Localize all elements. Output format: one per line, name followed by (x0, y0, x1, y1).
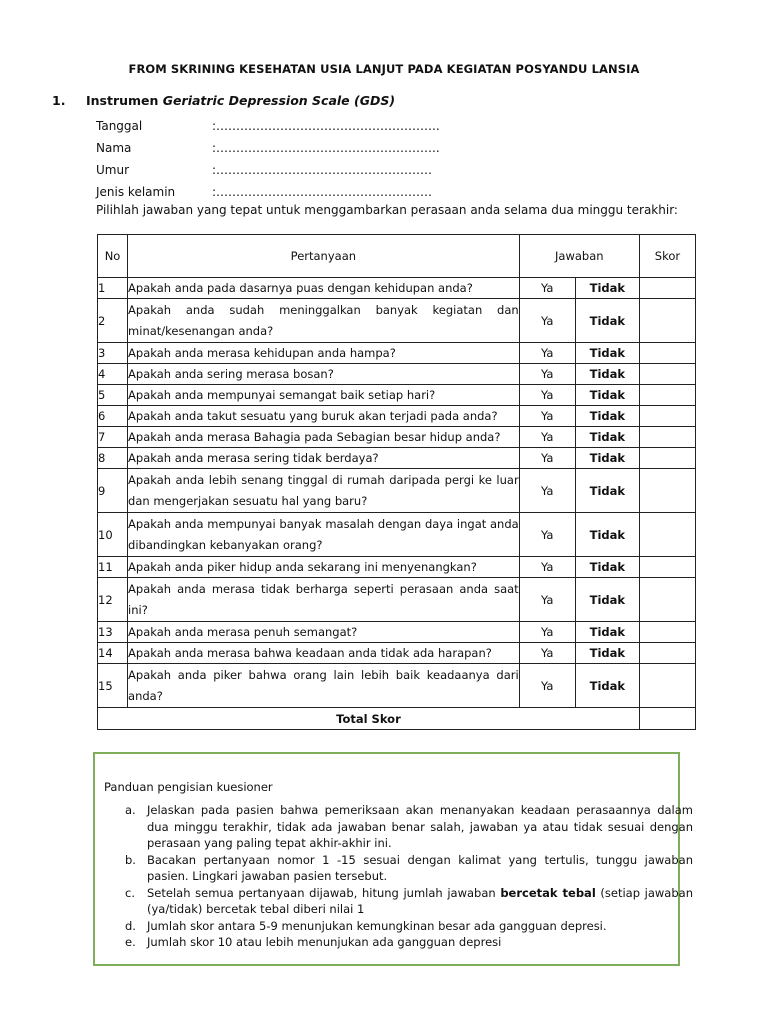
total-score-label: Total Skor (98, 708, 640, 730)
field-blank[interactable]: :……………………………………………….. (212, 141, 440, 155)
score-cell[interactable] (639, 406, 695, 427)
row-number: 5 (98, 385, 128, 406)
answer-ya[interactable]: Ya (519, 385, 575, 406)
table-row (98, 664, 696, 708)
score-cell[interactable] (639, 278, 695, 299)
list-item (125, 934, 693, 951)
section-number: 1. (52, 93, 66, 108)
answer-tidak[interactable]: Tidak (575, 385, 639, 406)
answer-ya[interactable]: Ya (519, 448, 575, 469)
answer-tidak[interactable]: Tidak (575, 513, 639, 557)
instruction-text: Pilihlah jawaban yang tepat untuk menggambarkan perasaan anda selama dua minggu terakhir: (96, 203, 678, 217)
list-marker: d. (125, 918, 136, 933)
guide-text: (setiap jawaban (ya/tidak) bercetak tebal diberi nilai 1 (147, 885, 693, 916)
section-heading (52, 93, 395, 108)
score-cell[interactable] (639, 578, 695, 622)
identity-fields (96, 115, 440, 203)
list-item (125, 852, 693, 885)
row-number: 14 (98, 643, 128, 664)
table-row (98, 643, 696, 664)
table-row (98, 469, 696, 513)
answer-ya[interactable]: Ya (519, 364, 575, 385)
row-number: 11 (98, 557, 128, 578)
score-cell[interactable] (639, 513, 695, 557)
score-cell[interactable] (639, 299, 695, 343)
row-question: Apakah anda lebih senang tinggal di rumah daripada pergi ke luar dan mengerjakan sesuatu hal yang baru? (128, 469, 520, 513)
section-prefix: Instrumen (86, 93, 163, 108)
list-marker: c. (125, 885, 135, 900)
answer-ya[interactable]: Ya (519, 427, 575, 448)
list-marker: e. (125, 935, 136, 949)
answer-tidak[interactable]: Tidak (575, 364, 639, 385)
answer-ya[interactable]: Ya (519, 557, 575, 578)
guide-list (125, 802, 693, 951)
row-question: Apakah anda piker bahwa orang lain lebih baik keadaanya dari anda? (128, 664, 520, 708)
row-question: Apakah anda merasa sering tidak berdaya? (128, 448, 520, 469)
score-cell[interactable] (639, 557, 695, 578)
table-row (98, 513, 696, 557)
score-cell[interactable] (639, 643, 695, 664)
table-header-row (98, 235, 696, 278)
score-cell[interactable] (639, 364, 695, 385)
table-row (98, 343, 696, 364)
answer-tidak[interactable]: Tidak (575, 557, 639, 578)
row-number: 2 (98, 299, 128, 343)
field-blank[interactable]: :……………………………………………… (212, 163, 433, 177)
row-question: Apakah anda mempunyai banyak masalah dengan daya ingat anda dibandingkan kebanyakan orang? (128, 513, 520, 557)
answer-ya[interactable]: Ya (519, 578, 575, 622)
total-row (98, 708, 696, 730)
total-score-cell[interactable] (639, 708, 695, 730)
page-title: FROM SKRINING KESEHATAN USIA LANJUT PADA KEGIATAN POSYANDU LANSIA (128, 62, 640, 76)
row-number: 9 (98, 469, 128, 513)
table-row (98, 385, 696, 406)
gds-table (97, 234, 696, 730)
list-item (125, 885, 693, 918)
row-question: Apakah anda merasa Bahagia pada Sebagian besar hidup anda? (128, 427, 520, 448)
table-row (98, 364, 696, 385)
guide-text-bold: bercetak tebal (500, 885, 596, 900)
answer-tidak[interactable]: Tidak (575, 427, 639, 448)
answer-tidak[interactable]: Tidak (575, 278, 639, 299)
guide-text: Jumlah skor antara 5-9 menunjukan kemungkinan besar ada gangguan depresi. (147, 918, 607, 933)
table-row (98, 406, 696, 427)
table-row (98, 299, 696, 343)
score-cell[interactable] (639, 343, 695, 364)
answer-ya[interactable]: Ya (519, 278, 575, 299)
table-row (98, 278, 696, 299)
guide-title: Panduan pengisian kuesioner (104, 780, 273, 794)
table-row (98, 427, 696, 448)
row-question: Apakah anda sering merasa bosan? (128, 364, 520, 385)
answer-tidak[interactable]: Tidak (575, 343, 639, 364)
field-blank[interactable]: :……………………………………………….. (212, 119, 440, 133)
row-question: Apakah anda mempunyai semangat baik setiap hari? (128, 385, 520, 406)
answer-ya[interactable]: Ya (519, 643, 575, 664)
guide-text: Bacakan pertanyaan nomor 1 -15 sesuai dengan kalimat yang tertulis, tunggu jawaban pasien. Lingkari jawaban pasien tersebut. (147, 852, 693, 883)
guide-text: Jelaskan pada pasien bahwa pemeriksaan akan menanyakan keadaan perasaannya dalam dua minggu terakhir, tidak ada jawaban benar salah, jawaban ya atau tidak sesuai dengan perasaan yang paling tepat akhir-akhir ini. (147, 803, 693, 850)
answer-ya[interactable]: Ya (519, 622, 575, 643)
answer-ya[interactable]: Ya (519, 406, 575, 427)
row-question: Apakah anda merasa tidak berharga seperti perasaan anda saat ini? (128, 578, 520, 622)
row-number: 4 (98, 364, 128, 385)
table-row (98, 557, 696, 578)
answer-tidak[interactable]: Tidak (575, 406, 639, 427)
score-cell[interactable] (639, 664, 695, 708)
answer-tidak[interactable]: Tidak (575, 448, 639, 469)
row-number: 8 (98, 448, 128, 469)
score-cell[interactable] (639, 622, 695, 643)
list-item (125, 918, 693, 935)
score-cell[interactable] (639, 427, 695, 448)
row-number: 3 (98, 343, 128, 364)
field-label: Umur (96, 163, 130, 177)
row-number: 12 (98, 578, 128, 622)
list-marker: b. (125, 852, 136, 867)
guide-text: Jumlah skor 10 atau lebih menunjukan ada gangguan depresi (147, 935, 502, 949)
score-cell[interactable] (639, 469, 695, 513)
score-cell[interactable] (639, 385, 695, 406)
row-question: Apakah anda merasa bahwa keadaan anda tidak ada harapan? (128, 643, 520, 664)
field-jenis-kelamin (96, 181, 440, 203)
list-marker: a. (125, 803, 136, 817)
score-cell[interactable] (639, 448, 695, 469)
field-label: Tanggal (96, 119, 143, 133)
table-row (98, 622, 696, 643)
row-number: 13 (98, 622, 128, 643)
answer-tidak[interactable]: Tidak (575, 622, 639, 643)
field-tanggal (96, 115, 440, 137)
row-question: Apakah anda merasa penuh semangat? (128, 622, 520, 643)
field-label: Nama (96, 141, 132, 155)
answer-tidak[interactable]: Tidak (575, 299, 639, 343)
guide-text: Setelah semua pertanyaan dijawab, hitung jumlah jawaban (147, 885, 501, 900)
header-no: No (98, 235, 128, 278)
answer-tidak[interactable]: Tidak (575, 578, 639, 622)
answer-tidak[interactable]: Tidak (575, 664, 639, 708)
guide-box (93, 752, 693, 966)
row-question: Apakah anda takut sesuatu yang buruk akan terjadi pada anda? (128, 406, 520, 427)
answer-ya[interactable]: Ya (519, 299, 575, 343)
field-label: Jenis kelamin (96, 185, 176, 199)
header-question: Pertanyaan (128, 235, 520, 278)
table-row (98, 578, 696, 622)
field-umur (96, 159, 440, 181)
row-number: 1 (98, 278, 128, 299)
row-question: Apakah anda piker hidup anda sekarang ini menyenangkan? (128, 557, 520, 578)
row-question: Apakah anda pada dasarnya puas dengan kehidupan anda? (128, 278, 520, 299)
row-number: 7 (98, 427, 128, 448)
section-scale-name: Geriatric Depression Scale (GDS) (162, 93, 396, 108)
header-score: Skor (639, 235, 695, 278)
row-number: 15 (98, 664, 128, 708)
field-blank[interactable]: :……………………………………………… (212, 185, 433, 199)
list-item (125, 802, 693, 852)
field-nama (96, 137, 440, 159)
row-question: Apakah anda merasa kehidupan anda hampa? (128, 343, 520, 364)
answer-ya[interactable]: Ya (519, 513, 575, 557)
answer-ya[interactable]: Ya (519, 664, 575, 708)
answer-ya[interactable]: Ya (519, 343, 575, 364)
answer-ya[interactable]: Ya (519, 469, 575, 513)
header-answer: Jawaban (519, 235, 639, 278)
answer-tidak[interactable]: Tidak (575, 469, 639, 513)
answer-tidak[interactable]: Tidak (575, 643, 639, 664)
row-question: Apakah anda sudah meninggalkan banyak kegiatan dan minat/kesenangan anda? (128, 299, 520, 343)
table-row (98, 448, 696, 469)
row-number: 6 (98, 406, 128, 427)
row-number: 10 (98, 513, 128, 557)
